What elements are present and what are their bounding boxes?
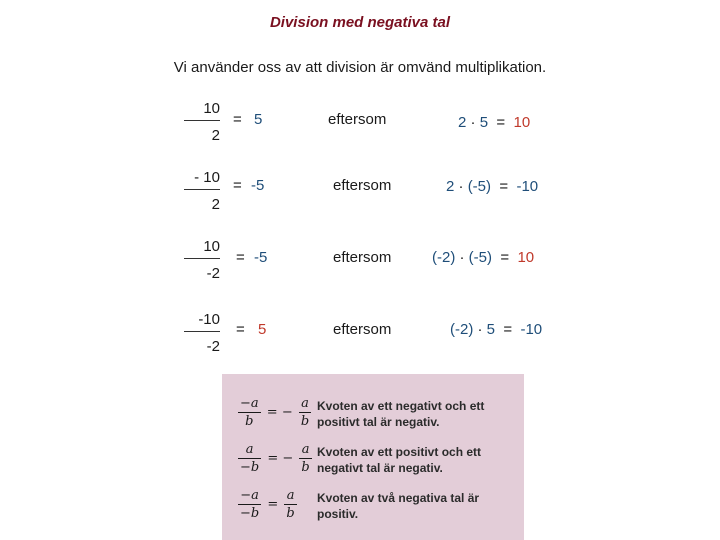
- rule-denominator: b: [300, 414, 310, 429]
- product-value: 10: [513, 114, 531, 131]
- equals-sign: =: [233, 177, 242, 194]
- because-word: eftersom: [333, 249, 392, 266]
- multiply-dot: ·: [470, 114, 476, 131]
- fraction-bar: [184, 120, 220, 121]
- factor-a: 2: [446, 178, 455, 195]
- numerator: 10: [203, 238, 220, 255]
- factor-b: (-5): [468, 249, 492, 266]
- rule-text: Kvoten av två negativa tal är positiv.: [317, 491, 480, 521]
- intro-text: Vi använder oss av att division är omvänd multiplikation.: [173, 59, 547, 76]
- factor-a: (-2): [450, 321, 474, 338]
- product-value: -10: [516, 178, 539, 195]
- fraction: [184, 169, 220, 214]
- equals-sign: =: [233, 111, 242, 128]
- fraction-bar: [184, 189, 220, 190]
- numerator: 10: [203, 100, 220, 117]
- factor-b: (-5): [467, 178, 492, 195]
- rule-formula: [238, 488, 297, 521]
- quotient-result: 5: [258, 321, 267, 338]
- rule-sign: =: [267, 497, 279, 512]
- fraction: [184, 311, 220, 356]
- numerator: - 10: [194, 169, 220, 186]
- quotient-result: -5: [254, 249, 268, 266]
- product-value: -10: [520, 321, 543, 338]
- multiply-dot: ·: [477, 321, 483, 338]
- denominator: 2: [211, 196, 220, 213]
- denominator: 2: [211, 127, 220, 144]
- rule-item: [222, 394, 524, 442]
- check-product: (-2) · (-5) = 10: [432, 249, 535, 266]
- fraction: [184, 238, 220, 283]
- factor-a: (-2): [432, 249, 456, 266]
- rule-denominator: −b: [240, 460, 260, 475]
- factor-b: 5: [479, 114, 489, 131]
- because-word: eftersom: [333, 321, 392, 338]
- rule-item: [222, 486, 524, 534]
- rules-box: [222, 374, 524, 540]
- check-product: 2 · (-5) = -10: [446, 178, 539, 195]
- rule-denominator: b: [301, 460, 310, 475]
- rule-sign: = −: [266, 405, 293, 420]
- rule-numerator: a: [245, 442, 254, 457]
- rule-formula: [238, 396, 311, 429]
- fraction-bar: [184, 258, 220, 259]
- rule-numerator: a: [301, 396, 309, 411]
- rule-formula: [238, 442, 312, 475]
- rule-numerator: a: [286, 488, 295, 503]
- rule-numerator: −a: [240, 396, 259, 411]
- equals-sign: =: [236, 321, 245, 338]
- rule-denominator: −b: [240, 506, 260, 521]
- fraction-bar: [184, 331, 220, 332]
- because-word: eftersom: [333, 177, 392, 194]
- quotient-result: 5: [254, 111, 263, 128]
- multiply-dot: ·: [459, 249, 465, 266]
- rule-sign: = −: [267, 451, 294, 466]
- numerator: -10: [198, 311, 220, 328]
- factor-a: 2: [458, 114, 467, 131]
- rule-denominator: b: [245, 414, 254, 429]
- fraction: [184, 100, 220, 145]
- check-product: (-2) · 5 = -10: [450, 321, 543, 338]
- check-product: 2 · 5 = 10: [458, 114, 531, 131]
- page-title: Division med negativa tal: [269, 14, 451, 31]
- rule-denominator: b: [286, 506, 295, 521]
- rule-numerator: −a: [240, 488, 259, 503]
- because-word: eftersom: [328, 111, 387, 128]
- rule-numerator: a: [301, 442, 310, 457]
- rule-text: Kvoten av ett positivt och ett negativt tal är negativ.: [317, 445, 482, 475]
- product-value: 10: [517, 249, 535, 266]
- denominator: -2: [206, 265, 220, 282]
- denominator: -2: [206, 338, 220, 355]
- multiply-dot: ·: [458, 178, 464, 195]
- equals-sign: =: [236, 249, 245, 266]
- quotient-result: -5: [251, 177, 265, 194]
- rule-text: Kvoten av ett negativt och ett positivt tal är negativ.: [317, 399, 485, 429]
- factor-b: 5: [486, 321, 496, 338]
- rule-item: [222, 440, 524, 488]
